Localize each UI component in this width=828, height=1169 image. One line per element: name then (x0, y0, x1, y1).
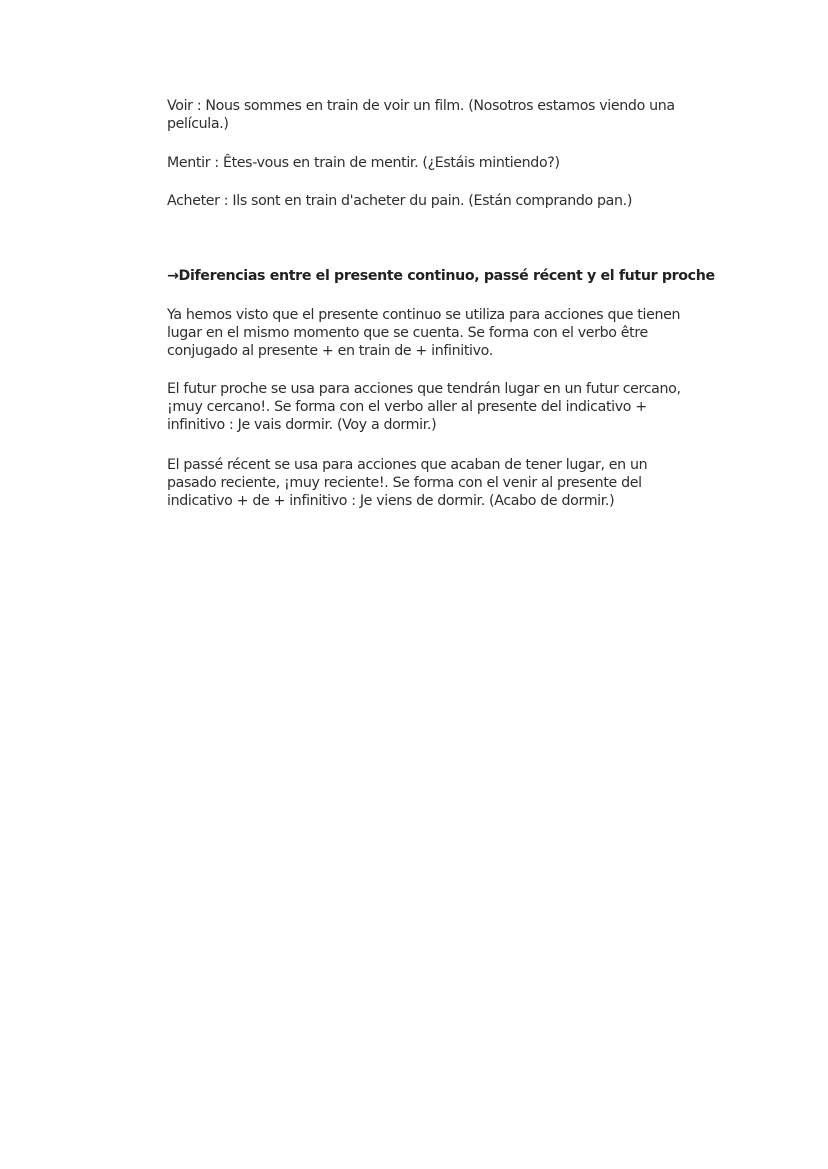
text-line: Ya hemos visto que el presente continuo se utiliza para acciones que tienen (167, 307, 681, 323)
example-mentir (167, 154, 560, 172)
text-line: Mentir : Êtes-vous en train de mentir. (¿Estáis mintiendo?) (167, 155, 560, 171)
text-line: Voir : Nous sommes en train de voir un film. (Nosotros estamos viendo una (167, 98, 675, 114)
paragraph-passe-recent (167, 456, 647, 510)
section-heading (167, 267, 715, 285)
paragraph-presente-continuo (167, 306, 680, 360)
text-line: lugar en el mismo momento que se cuenta. Se forma con el verbo être (167, 325, 648, 341)
example-acheter (167, 192, 632, 210)
text-line: película.) (167, 116, 229, 132)
text-line: ¡muy cercano!. Se forma con el verbo aller al presente del indicativo + (167, 399, 647, 415)
paragraph-futur-proche (167, 380, 681, 434)
text-line: El passé récent se usa para acciones que acaban de tener lugar, en un (167, 457, 648, 473)
text-line: Acheter : Ils sont en train d'acheter du pain. (Están comprando pan.) (167, 193, 633, 209)
text-line: indicativo + de + infinitivo : Je viens de dormir. (Acabo de dormir.) (167, 493, 615, 509)
text-line: conjugado al presente + en train de + infinitivo. (167, 343, 493, 359)
text-line: infinitivo : Je vais dormir. (Voy a dormir.) (167, 417, 437, 433)
heading-text: →Diferencias entre el presente continuo, passé récent y el futur proche (167, 268, 715, 284)
example-voir (167, 97, 675, 133)
text-line: El futur proche se usa para acciones que tendrán lugar en un futur cercano, (167, 381, 681, 397)
text-line: pasado reciente, ¡muy reciente!. Se forma con el venir al presente del (167, 475, 642, 491)
